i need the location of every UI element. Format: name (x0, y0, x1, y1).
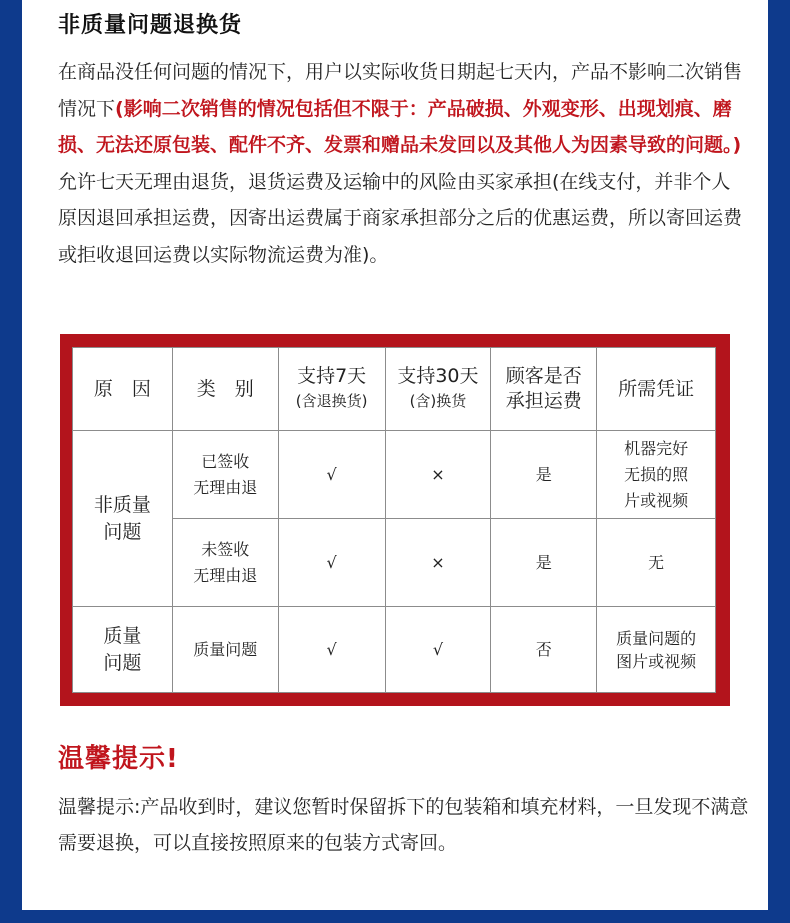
header-seven-day (278, 348, 385, 431)
row1-seven-day-check: √ (278, 431, 385, 519)
header-thirty-day (385, 348, 491, 431)
row2-category-line2: 无理由退 (193, 565, 258, 585)
header-thirty-day-sub: (含)换货 (409, 392, 467, 410)
header-seven-day-sub: (含退换货) (295, 392, 368, 410)
policy-paragraph (58, 54, 748, 273)
row1-customer-pays: 是 (491, 431, 597, 519)
row2-customer-pays: 是 (491, 519, 597, 607)
row2-seven-day-check: √ (278, 519, 385, 607)
table-header-row (73, 348, 716, 431)
group-nonquality (73, 431, 173, 607)
tips-text: 温馨提示:产品收到时，建议您暂时保留拆下的包装箱和填充材料，一旦发现不满意需要退换，可以直接按照原来的包装方式寄回。 (58, 796, 749, 854)
policy-table-frame (60, 334, 730, 706)
row1-proof-line2: 无损的照 (624, 464, 689, 484)
row1-category-line2: 无理由退 (193, 477, 258, 497)
group-nonquality-line2: 问题 (103, 520, 142, 543)
group-nonquality-line1: 非质量 (93, 493, 151, 516)
row3-seven-day-check: √ (278, 607, 385, 693)
table-row (73, 607, 716, 693)
group-quality-line1: 质量 (103, 624, 142, 647)
row3-proof-line1: 质量问题的 (616, 628, 697, 648)
row3-proof (597, 607, 716, 693)
policy-text-part2: 允许七天无理由退货，退货运费及运输中的风险由买家承担(在线支付，并非个人原因退回承担运费，因寄出运费属于商家承担部分之后的优惠运费，所以寄回运费或拒收退回运费以实际物流运费为准)。 (58, 170, 743, 266)
header-thirty-day-main: 支持30天 (397, 365, 479, 387)
content-card (22, 0, 768, 910)
header-seven-day-main: 支持7天 (297, 365, 367, 387)
row2-category (172, 519, 278, 607)
row3-thirty-day-check: √ (385, 607, 491, 693)
row1-proof (597, 431, 716, 519)
row1-category (172, 431, 278, 519)
header-proof: 所需凭证 (597, 348, 716, 431)
row3-proof-line2: 图片或视频 (616, 651, 697, 671)
row2-proof: 无 (597, 519, 716, 607)
row2-thirty-day-cross: × (385, 519, 491, 607)
row1-category-line1: 已签收 (201, 451, 250, 471)
header-category: 类 别 (172, 348, 278, 431)
group-quality (73, 607, 173, 693)
policy-table (72, 347, 716, 693)
header-customer-pays-line1: 顾客是否 (505, 365, 582, 387)
table-row (73, 431, 716, 519)
policy-highlight: (影响二次销售的情况包括但不限于：产品破损、外观变形、出现划痕、磨损、无法还原包装、配件不齐、发票和赠品未发回以及其他人为因素导致的问题。) (58, 97, 742, 156)
header-reason: 原 因 (73, 348, 173, 431)
section-title: 非质量问题退换货 (58, 13, 243, 38)
row1-proof-line1: 机器完好 (624, 438, 689, 458)
header-customer-pays-line2: 承担运费 (505, 390, 582, 412)
row1-proof-line3: 片或视频 (624, 490, 689, 510)
row2-category-line1: 未签收 (201, 539, 250, 559)
header-customer-pays (491, 348, 597, 431)
row1-thirty-day-cross: × (385, 431, 491, 519)
tips-title: 温馨提示! (58, 744, 179, 774)
policy-text-part1: 在商品没任何问题的情况下，用户以实际收货日期起七天内，产品不影响二次销售情况下 (58, 61, 743, 120)
row3-customer-pays: 否 (491, 607, 597, 693)
row3-category: 质量问题 (172, 607, 278, 693)
group-quality-line2: 问题 (103, 651, 142, 674)
